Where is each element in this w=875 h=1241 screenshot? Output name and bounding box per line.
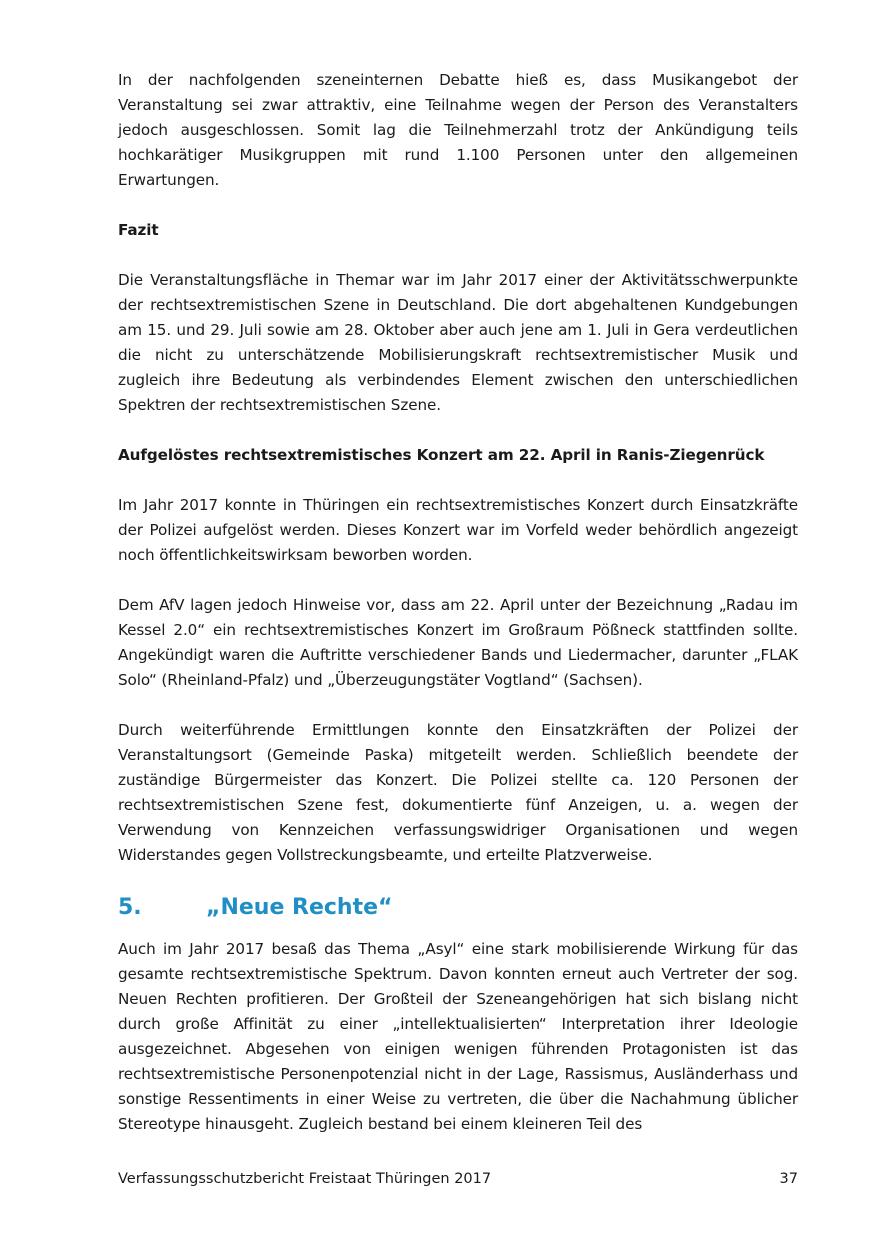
page-number: 37 xyxy=(779,1171,798,1187)
paragraph-hinweise: Dem AfV lagen jedoch Hinweise vor, dass am 22. April unter der Bezeichnung „Radau im Kessel 2.0“ ein rechtsextremistisches Konzert im Großraum Pößneck stattfinden sollte. Angekündigt waren die Auftritte verschiedener Bands und Liedermacher, darunter „FLAK Solo“ (Rheinland-Pfalz) und „Überzeugungstäter Vogtland“ (Sachsen). xyxy=(118,596,798,689)
paragraph-ermittlungen: Durch weiterführende Ermittlungen konnte den Einsatzkräften der Polizei der Veranstaltungsort (Gemeinde Paska) mitgeteilt werden. Schließlich beendete der zuständige Bürgermeister das Konzert. Die Polizei stellte ca. 120 Personen der rechtsextremistischen Szene fest, dokumentierte fünf Anzeigen, u. a. wegen der Verwendung von Kennzeichen verfassungswidriger Organisationen und wegen Widerstandes gegen Vollstreckungsbeamte, und erteilte Platzverweise. xyxy=(118,721,798,864)
heading-fazit: Fazit xyxy=(118,221,159,239)
paragraph-konzert-aufgeloest: Im Jahr 2017 konnte in Thüringen ein rechtsextremistisches Konzert durch Einsatzkräfte der Polizei aufgelöst werden. Dieses Konzert war im Vorfeld weder behördlich angezeigt noch öffentlichkeitswirksam beworben worden. xyxy=(118,496,798,564)
page-body xyxy=(118,68,798,1137)
page-footer xyxy=(118,1168,798,1190)
paragraph-asyl: Auch im Jahr 2017 besaß das Thema „Asyl“ eine stark mobilisierende Wirkung für das gesamte rechtsextremistische Spektrum. Davon konnten erneut auch Vertreter der sog. Neuen Rechten profitieren. Der Großteil der Szeneangehörigen hat sich bislang nicht durch große Affinität zu einer „intellektualisierten“ Interpretation ihrer Ideologie ausgezeichnet. Abgesehen von einigen wenigen führenden Protagonisten ist das rechtsextremistische Personenpotenzial nicht in der Lage, Rassismus, Ausländerhass und sonstige Ressentiments in einer Weise zu vertreten, die über die Nachahmung üblicher Stereotype hinausgeht. Zugleich bestand bei einem kleineren Teil des xyxy=(118,940,798,1133)
heading-konzert: Aufgelöstes rechtsextremistisches Konzert am 22. April in Ranis-Ziegenrück xyxy=(118,446,765,464)
paragraph-debatte: In der nachfolgenden szeneinternen Debatte hieß es, dass Musikangebot der Veranstaltung sei zwar attraktiv, eine Teilnahme wegen der Person des Veranstalters jedoch ausgeschlossen. Somit lag die Teilnehmerzahl trotz der Ankündigung teils hochkarätiger Musikgruppen mit rund 1.100 Personen unter den allgemeinen Erwartungen. xyxy=(118,71,798,189)
footer-title: Verfassungsschutzbericht Freistaat Thüringen 2017 xyxy=(118,1171,492,1187)
section-number: 5. xyxy=(118,895,142,920)
section-title: „Neue Rechte“ xyxy=(206,895,393,920)
paragraph-fazit: Die Veranstaltungsfläche in Themar war im Jahr 2017 einer der Aktivitätsschwerpunkte der rechtsextremistischen Szene in Deutschland. Die dort abgehaltenen Kundgebungen am 15. und 29. Juli sowie am 28. Oktober aber auch jene am 1. Juli in Gera verdeutlichen die nicht zu unterschätzende Mobilisierungskraft rechtsextremistischer Musik und zugleich ihre Bedeutung als verbindendes Element zwischen den unterschiedlichen Spektren der rechtsextremistischen Szene. xyxy=(118,271,798,414)
section-heading-neue-rechte xyxy=(118,893,798,923)
